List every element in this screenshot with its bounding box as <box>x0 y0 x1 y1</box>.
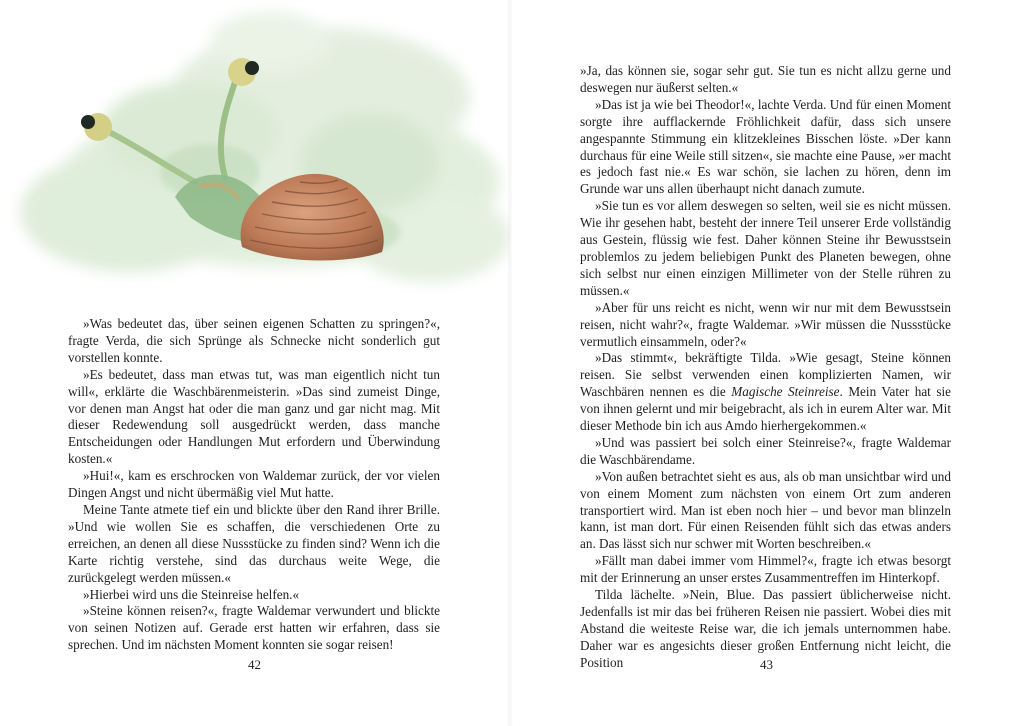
right-page-body <box>580 63 951 672</box>
paragraph: »Ja, das können sie, sogar sehr gut. Sie tun es nicht allzu gerne und deswegen nur äußerst selten.« <box>580 63 951 95</box>
paragraph-text: »Das stimmt«, bekräftigte Tilda. »Wie gesagt, Steine können reisen. Sie selbst verwenden einen komplizierten Namen, wir Waschbären nennen es die <box>580 350 951 400</box>
snail-illustration <box>10 2 510 307</box>
paragraph: »Von außen betrachtet sieht es aus, als ob man unsichtbar wird und von einem Moment zum nächsten von einem Ort zum anderen transportiert wird. Man ist eben noch hier – und bevor man blinzeln kann, ist man dort. Für einen Reisenden fühlt sich das etwas anders an. Das lässt sich nur schwer mit Worten beschreiben.« <box>580 468 951 552</box>
paragraph: Meine Tante atmete tief ein und blickte über den Rand ihrer Brille. »Und wie wollen Sie es schaffen, die verschiedenen Orte zu erreichen, an denen all diese Nussstücke zu finden sind? Wenn ich die Karte richtig verstehe, sind das durchaus weite Wege, die zurückgelegt werden müssen.« <box>68 501 440 585</box>
paragraph: »Aber für uns reicht es nicht, wenn wir nur mit dem Bewusstsein reisen, nicht wahr?«, fragte Waldemar. »Wir müssen die Nussstücke vermutlich einsammeln, oder?« <box>580 299 951 349</box>
page-number: 42 <box>248 657 261 672</box>
page-number: 43 <box>760 657 773 672</box>
italic-term: Magische Steinreise <box>731 384 840 400</box>
paragraph: »Was bedeutet das, über seinen eigenen Schatten zu springen?«, fragte Verda, die sich Sprünge als Schnecke nicht sonderlich gut vorstellen konnte. <box>68 316 440 365</box>
paragraph: »Und was passiert bei solch einer Steinreise?«, fragte Waldemar die Waschbärendame. <box>580 434 951 467</box>
paragraph-text: . Mein Vater hat sie von ihnen gelernt und mir beigebracht, als ich in eurem Alter war. Mit dieser Methode bin ich aus Amdo hierhergekommen.« <box>580 384 951 434</box>
paragraph <box>580 350 951 435</box>
paragraph: »Hui!«, kam es erschrocken von Waldemar zurück, der vor vielen Dingen Angst und nicht übermäßig viel Mut hatte. <box>68 468 440 501</box>
paragraph: »Fällt man dabei immer vom Himmel?«, fragte ich etwas besorgt mit der Erinnerung an unser erstes Zusammentreffen im Hinterkopf. <box>580 553 951 586</box>
paragraph: »Es bedeutet, dass man etwas tut, was man eigentlich nicht tun will«, erklärte die Waschbärenmeisterin. »Das sind zumeist Dinge, vor denen man Angst hat oder die man ganz und gar nicht mag. Mit dieser Redewendung soll ausgedrückt werden, dass manche Entscheidungen oder Handlungen Mut erfordern und Überwindung kosten.« <box>68 366 440 467</box>
paragraph: Tilda lächelte. »Nein, Blue. Das passiert üblicherweise nicht. Jedenfalls ist mir das bei früheren Reisen nie passiert. Wobei dies mit Abstand die weiteste Reise war, die ich jemals unternommen habe. Daher war es angesichts dieser großen Entfernung nicht leicht, die Position <box>580 587 951 670</box>
left-page-body <box>68 316 440 654</box>
paragraph: »Hierbei wird uns die Steinreise helfen.« <box>83 586 300 602</box>
paragraph: »Sie tun es vor allem deswegen so selten, weil sie es nicht müssen. Wie ihr gesehen habt, besteht der innere Teil unserer Erde vollständig aus Gestein, flüssig wie fest. Daher können Steine ihr Bewusstsein problemlos zu jedem beliebigen Punkt des Planeten bewegen, ohne sich selbst nur einen einzigen Millimeter von der Stelle rühren zu müssen.« <box>580 198 951 298</box>
paragraph: »Das ist ja wie bei Theodor!«, lachte Verda. Und für einen Moment sorgte ihre aufflackernde Fröhlichkeit dafür, dass sich unsere angespannte Stimmung ein klitzekleines Bisschen löste. »Der kann durchaus für eine Weile still sitzen«, sie machte eine Pause, »er macht es jedoch fast nie.« Es war schön, sie lachen zu hören, denn im Grunde war uns allen überhaupt nicht danach zumute. <box>580 96 951 197</box>
paragraph: »Steine können reisen?«, fragte Waldemar verwundert und blickte von seinen Notizen auf. Gerade erst hatten wir erfahren, dass sie sprechen. Und im nächsten Moment konnten sie sogar reisen! <box>68 603 440 653</box>
